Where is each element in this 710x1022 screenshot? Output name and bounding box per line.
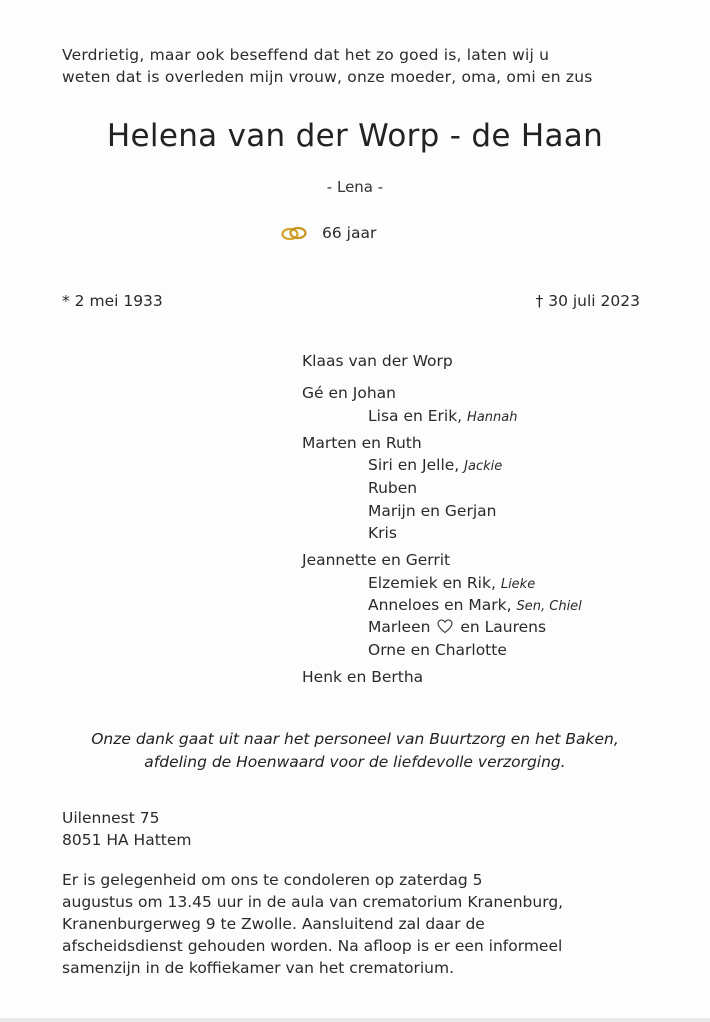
child-name: Marten en Ruth bbox=[302, 434, 422, 452]
grandchild-line bbox=[368, 456, 502, 474]
grandchild-name: Ruben bbox=[368, 479, 418, 497]
grandchild-line bbox=[368, 618, 546, 636]
grandchild-line bbox=[368, 596, 582, 614]
grandchild-line bbox=[368, 574, 535, 592]
nickname: - Lena - bbox=[326, 178, 384, 196]
condolence-line-5: samenzijn in de koffiekamer van het crematorium. bbox=[62, 959, 455, 977]
intro-text bbox=[62, 44, 647, 88]
child-name: Gé en Johan bbox=[302, 384, 396, 402]
intro-line-2: weten dat is overleden mijn vrouw, onze moeder, oma, omi en zus bbox=[62, 68, 593, 86]
great-grandchild-name: Sen, Chiel bbox=[516, 599, 582, 614]
child-name: Jeannette en Gerrit bbox=[302, 551, 451, 569]
great-grandchild-name: Jackie bbox=[464, 459, 503, 474]
grandchild-name: Elzemiek en Rik, bbox=[368, 574, 496, 592]
grandchild-partner-name: en Laurens bbox=[460, 618, 547, 636]
address-street: Uilennest 75 bbox=[62, 809, 160, 827]
address-block bbox=[62, 807, 192, 851]
condolence-line-1: Er is gelegenheid om ons te condoleren op zaterdag 5 bbox=[62, 871, 483, 889]
page-edge bbox=[0, 1018, 710, 1022]
heart-icon bbox=[437, 619, 453, 634]
death-date: † 30 juli 2023 bbox=[535, 292, 640, 310]
grandchild-name: Siri en Jelle, bbox=[368, 456, 460, 474]
wedding-rings-icon bbox=[280, 224, 308, 242]
condolence-line-2: augustus om 13.45 uur in de aula van crematorium Kranenburg, bbox=[62, 893, 564, 911]
deceased-name: Helena van der Worp - de Haan bbox=[106, 118, 604, 154]
intro-line-1: Verdrietig, maar ook beseffend dat het zo goed is, laten wij u bbox=[62, 46, 550, 64]
grandchild-line bbox=[368, 407, 517, 425]
age-text: 66 jaar bbox=[322, 224, 377, 242]
condolence-text bbox=[62, 869, 650, 979]
great-grandchild-name: Lieke bbox=[500, 577, 536, 592]
grandchild-name: Anneloes en Mark, bbox=[368, 596, 512, 614]
thanks-text bbox=[40, 728, 670, 774]
thanks-line-1: Onze dank gaat uit naar het personeel van Buurtzorg en het Baken, bbox=[91, 730, 619, 748]
condolence-line-3: Kranenburgerweg 9 te Zwolle. Aansluitend zal daar de bbox=[62, 915, 485, 933]
condolence-line-4: afscheidsdienst gehouden worden. Na afloop is er een informeel bbox=[62, 937, 563, 955]
sibling-name: Henk en Bertha bbox=[302, 668, 424, 686]
grandchild-name: Kris bbox=[368, 524, 397, 542]
grandchild-name: Lisa en Erik, bbox=[368, 407, 463, 425]
birth-date: * 2 mei 1933 bbox=[62, 292, 163, 310]
address-city: 8051 HA Hattem bbox=[62, 831, 192, 849]
grandchild-name: Marijn en Gerjan bbox=[368, 502, 497, 520]
spouse-name: Klaas van der Worp bbox=[302, 352, 453, 370]
great-grandchild-name: Hannah bbox=[467, 410, 518, 425]
grandchild-name: Orne en Charlotte bbox=[368, 641, 507, 659]
grandchild-name: Marleen bbox=[368, 618, 431, 636]
marriage-age bbox=[280, 224, 376, 242]
thanks-line-2: afdeling de Hoenwaard voor de liefdevolle verzorging. bbox=[144, 753, 566, 771]
